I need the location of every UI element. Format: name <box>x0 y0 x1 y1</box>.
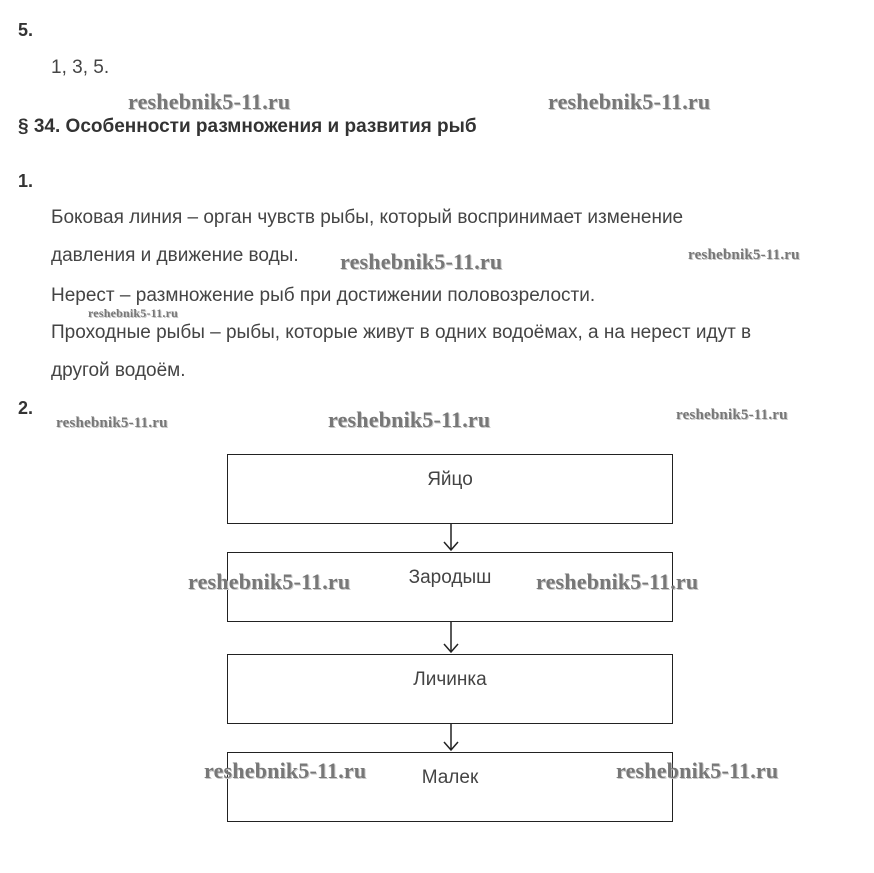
arrow-down-icon <box>441 524 461 552</box>
definition-line: другой водоём. <box>51 360 186 381</box>
watermark: reshebnik5-11.ru <box>328 407 491 432</box>
question-1-number: 1. <box>18 171 34 191</box>
question-2-number: 2. <box>18 398 34 418</box>
arrow-down-icon <box>441 622 461 654</box>
flow-box-label: Зародыш <box>408 567 492 588</box>
watermark: reshebnik5-11.ru <box>128 89 291 114</box>
flow-box-larva <box>227 654 673 724</box>
question-5-answer: 1, 3, 5. <box>51 57 110 78</box>
watermark: reshebnik5-11.ru <box>56 415 168 431</box>
flow-box-label: Личинка <box>413 669 487 690</box>
definition-line: давления и движение воды. <box>51 245 299 266</box>
flow-box-egg <box>227 454 673 524</box>
watermark: reshebnik5-11.ru <box>88 306 178 320</box>
watermark: reshebnik5-11.ru <box>536 569 699 594</box>
watermark: reshebnik5-11.ru <box>616 758 779 783</box>
definition-line: Нерест – размножение рыб при достижении половозрелости. <box>51 285 596 306</box>
watermark: reshebnik5-11.ru <box>188 569 351 594</box>
definition-line: Проходные рыбы – рыбы, которые живут в одних водоёмах, а на нерест идут в <box>51 322 752 343</box>
section-heading: § 34. Особенности размножения и развития рыб <box>18 116 477 137</box>
arrow-down-icon <box>441 724 461 752</box>
watermark: reshebnik5-11.ru <box>548 89 711 114</box>
watermark: reshebnik5-11.ru <box>340 249 503 274</box>
flow-box-label: Яйцо <box>427 469 473 490</box>
definition-line: Боковая линия – орган чувств рыбы, который воспринимает изменение <box>51 207 684 228</box>
watermark: reshebnik5-11.ru <box>676 407 788 423</box>
question-5-number: 5. <box>18 20 34 40</box>
watermark: reshebnik5-11.ru <box>688 247 800 263</box>
watermark: reshebnik5-11.ru <box>204 758 367 783</box>
flow-box-label: Малек <box>421 767 479 788</box>
